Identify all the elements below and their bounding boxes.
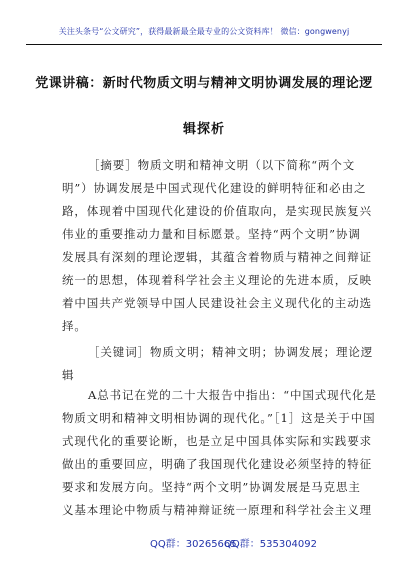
- body-line: 式现代化的重要论断，也是立足中国具体实际和实践要求: [62, 434, 372, 448]
- body-line: A总书记在党的二十大报告中指出：“中国式现代化是: [88, 388, 377, 402]
- abstract-line: 统一的思想，体现着科学社会主义理论的先进本质，反映: [62, 273, 372, 287]
- page-title-continued: 辑探析: [182, 122, 225, 137]
- header-note: 关注头条号“公文研究”，获得最新最全最专业的公文资料库！ 微信：gongwenyj: [58, 27, 350, 36]
- keywords-paragraph: [62, 341, 374, 387]
- abstract-paragraph: [62, 154, 372, 338]
- body-line: 要求和发展方向。坚持“两个文明”协调发展是马克思主: [62, 480, 361, 494]
- header-divider: [26, 44, 382, 45]
- body-paragraph: [62, 384, 377, 522]
- abstract-line: 路，体现着中国现代化建设的价值取向，是实现民族复兴: [62, 204, 372, 218]
- qq-group-2: QQ群：535304092: [224, 539, 318, 550]
- abstract-line: 伟业的重要推动力量和目标愿景。坚持“两个文明”协调: [62, 227, 361, 241]
- abstract-line: 明”）协调发展是中国式现代化建设的鲜明特征和必由之: [62, 181, 367, 195]
- abstract-line: 发展具有深刻的理论逻辑，其蕴含着物质与精神之间辩证: [62, 250, 372, 264]
- keywords-line: 辑: [62, 368, 75, 382]
- abstract-line: ［摘要］物质文明和精神文明（以下简称“两个文: [88, 158, 356, 172]
- abstract-line: 着中国共产党领导中国人民建设社会主义现代化的主动选: [62, 296, 372, 310]
- body-line: 义基本理论中物质与精神辩证统一原理和科学社会主义理: [62, 503, 372, 517]
- qq-group-1: QQ群：30265665: [150, 539, 237, 550]
- body-line: 做出的重要回应，明确了我国现代化建设必须坚持的特征: [62, 457, 372, 471]
- abstract-line: 择。: [62, 319, 87, 333]
- keywords-line: ［关键词］物质文明；精神文明；协调发展；理论逻: [88, 345, 374, 359]
- page-title: 党课讲稿：新时代物质文明与精神文明协调发展的理论逻: [35, 76, 373, 91]
- body-line: 物质文明和精神文明相协调的现代化。”［1］这是关于中国: [62, 411, 376, 425]
